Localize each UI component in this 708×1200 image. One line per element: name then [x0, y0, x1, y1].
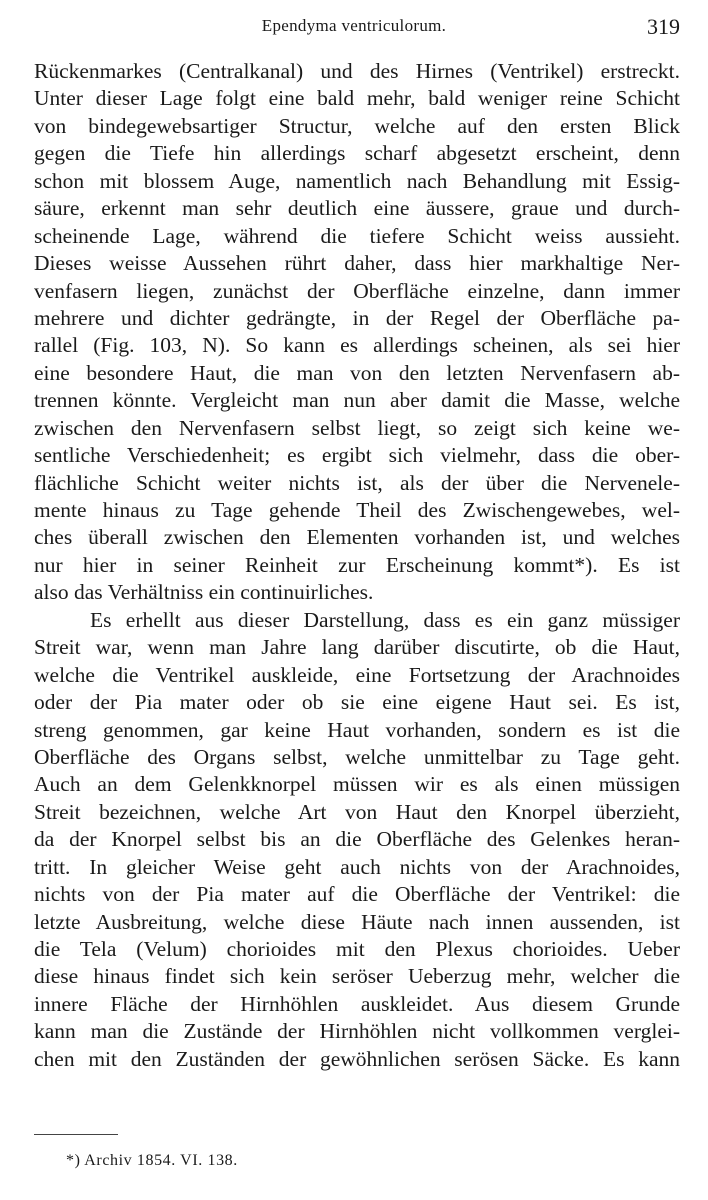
- footnote: *) Archiv 1854. VI. 138.: [66, 1152, 238, 1169]
- running-head: [0, 14, 708, 44]
- text-line: Streit war, wenn man Jahre lang darüber discutirte, ob die Haut,: [34, 635, 680, 660]
- text-line: mente hinaus zu Tage gehende Theil des Zwischengewebes, wel-: [34, 498, 680, 522]
- text-line: schon mit blossem Auge, namentlich nach Behandlung mit Essig-: [34, 168, 680, 193]
- text-line: chen mit den Zuständen der gewöhnlichen serösen Säcke. Es kann: [34, 1046, 680, 1071]
- text-line: Oberfläche des Organs selbst, welche unmittelbar zu Tage geht.: [34, 744, 680, 769]
- text-line: ches überall zwischen den Elementen vorhanden ist, und welches: [34, 525, 680, 550]
- text-line: oder der Pia mater oder ob sie eine eigene Haut sei. Es ist,: [34, 690, 680, 715]
- body-text: [34, 58, 680, 1073]
- text-line: kann man die Zustände der Hirnhöhlen nicht vollkommen verglei-: [34, 1019, 680, 1044]
- text-line: diese hinaus findet sich kein seröser Ueberzug mehr, welcher die: [34, 964, 680, 989]
- text-line: zwischen den Nervenfasern selbst liegt, so zeigt sich keine we-: [34, 415, 680, 440]
- page-number: 319: [647, 14, 680, 39]
- text-line: die Tela (Velum) chorioides mit den Plexus chorioides. Ueber: [34, 937, 680, 961]
- text-line: gegen die Tiefe hin allerdings scharf abgesetzt erscheint, denn: [34, 141, 680, 166]
- text-line: venfasern liegen, zunächst der Oberfläche einzelne, dann immer: [34, 278, 680, 303]
- text-line: Unter dieser Lage folgt eine bald mehr, bald weniger reine Schicht: [34, 86, 680, 111]
- text-line: innere Fläche der Hirnhöhlen auskleidet. Aus diesem Grunde: [34, 991, 680, 1016]
- text-line: von bindegewebsartiger Structur, welche auf den ersten Blick: [34, 113, 680, 138]
- text-line: welche die Ventrikel auskleide, eine Fortsetzung der Arachnoides: [34, 662, 680, 687]
- text-line: säure, erkennt man sehr deutlich eine äussere, graue und durch-: [34, 196, 680, 221]
- text-line: eine besondere Haut, die man von den letzten Nervenfasern ab-: [34, 360, 680, 385]
- text-line: nur hier in seiner Reinheit zur Erscheinung kommt*). Es ist: [34, 552, 680, 577]
- text-line: flächliche Schicht weiter nichts ist, als der über die Nervenele-: [34, 470, 680, 495]
- text-line: streng genommen, gar keine Haut vorhanden, sondern es ist die: [34, 717, 680, 742]
- text-line: mehrere und dichter gedrängte, in der Regel der Oberfläche pa-: [34, 305, 680, 330]
- text-line: nichts von der Pia mater auf die Oberfläche der Ventrikel: die: [34, 882, 680, 907]
- text-line: Es erhellt aus dieser Darstellung, dass es ein ganz müssiger: [90, 607, 680, 632]
- text-line: trennen könnte. Vergleicht man nun aber damit die Masse, welche: [34, 388, 680, 413]
- text-line: Auch an dem Gelenkknorpel müssen wir es als einen müssigen: [34, 772, 680, 797]
- text-line: scheinende Lage, während die tiefere Schicht weiss aussieht.: [34, 223, 680, 248]
- text-line: Dieses weisse Aussehen rührt daher, dass hier markhaltige Ner-: [34, 251, 680, 276]
- text-line: Rückenmarkes (Centralkanal) und des Hirnes (Ventrikel) erstreckt.: [34, 59, 680, 83]
- text-line: da der Knorpel selbst bis an die Oberfläche des Gelenkes heran-: [34, 827, 680, 852]
- text-line: Streit bezeichnen, welche Art von Haut den Knorpel überzieht,: [34, 799, 680, 824]
- text-line: also das Verhältniss ein continuirliches.: [34, 580, 374, 605]
- text-line: rallel (Fig. 103, N). So kann es allerdings scheinen, als sei hier: [34, 333, 680, 358]
- footnote-rule: [34, 1134, 118, 1135]
- text-line: tritt. In gleicher Weise geht auch nichts von der Arachnoides,: [34, 854, 680, 879]
- running-title: Ependyma ventriculorum.: [261, 16, 447, 35]
- text-line: sentliche Verschiedenheit; es ergibt sich vielmehr, dass die ober-: [34, 443, 680, 468]
- text-line: letzte Ausbreitung, welche diese Häute nach innen aussenden, ist: [34, 909, 680, 934]
